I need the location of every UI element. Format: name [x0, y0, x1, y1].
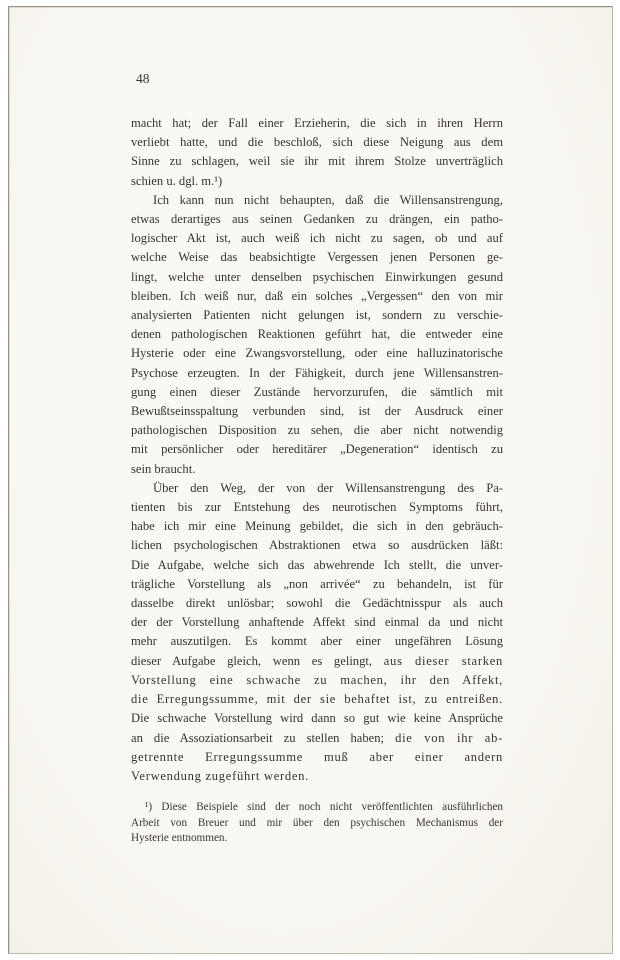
text-segment: Hysterie oder eine Zwangsvorstellung, oder eine halluzinatorische [131, 346, 503, 361]
text-segment: Sinne zu schlagen, weil sie ihr mit ihrem Stolze unverträglich [131, 154, 503, 169]
text-line [131, 729, 503, 748]
text-segment: lingt, welche unter denselben psychischen Einwirkungen gesund [131, 269, 503, 284]
text-segment: welche Weise das beabsichtigte Vergessen jenen Personen ge- [131, 250, 503, 265]
text-segment: habe ich mir eine Meinung gebildet, die sich in den gebräuch- [131, 519, 503, 534]
text-line [131, 248, 503, 267]
text-segment: Hysterie entnommen. [131, 832, 228, 845]
text-segment: Arbeit von Breuer und mir über den psychischen Mechanismus der [131, 816, 503, 829]
text-line [131, 210, 503, 229]
text-column [131, 71, 503, 847]
text-segment: ¹) Diese Beispiele sind der noch nicht veröffentlichten ausführlichen [145, 801, 503, 814]
paragraph [131, 479, 503, 786]
text-block [131, 114, 503, 786]
text-line [131, 556, 503, 575]
text-line [131, 229, 503, 248]
text-line [131, 690, 503, 709]
text-segment: schien u. dgl. m.¹) [131, 173, 223, 188]
text-segment: tienten bis zur Entstehung des neurotischen Symptoms führt, [131, 500, 503, 515]
text-line [131, 172, 503, 191]
text-segment: bleiben. Ich weiß nur, daß ein solches „Vergessen“ den von mir [131, 288, 503, 303]
text-segment: Über den Weg, der von der Willensanstrengung des Pa- [153, 480, 503, 495]
emphasized-text: Verwendung zugeführt werden. [131, 768, 310, 783]
text-line [131, 517, 503, 536]
text-line [131, 383, 503, 402]
text-line [131, 133, 503, 152]
text-segment: logischer Akt ist, auch weiß ich nicht zu sagen, ob und auf [131, 231, 503, 246]
text-line [131, 191, 503, 210]
text-line [131, 709, 503, 728]
text-segment: analysierten Patienten nicht gelungen ist, sondern zu verschie- [131, 308, 503, 323]
text-segment: Die Aufgabe, welche sich das abwehrende Ich stellt, die unver- [131, 557, 503, 572]
text-line [131, 594, 503, 613]
text-line [131, 287, 503, 306]
emphasized-text: Vorstellung eine schwache zu machen, ihr den Affekt, [131, 672, 503, 687]
text-line [131, 767, 503, 786]
page-surface [8, 6, 613, 954]
emphasized-text: die von ihr ab- [395, 730, 503, 745]
text-segment: verliebt hatte, und die beschloß, sich diese Neigung aus dem [131, 135, 503, 150]
text-segment: pathologischen Disposition zu sehen, die aber nicht notwendig [131, 423, 503, 438]
text-segment: macht hat; der Fall einer Erzieherin, die sich in ihren Herrn [131, 116, 503, 130]
text-segment: dasselbe direkt unlösbar; sowohl die Gedächtnisspur als auch [131, 596, 503, 611]
text-line [131, 536, 503, 555]
text-segment: Psychose erzeugten. In der Fähigkeit, durch jene Willensanstren- [131, 365, 503, 380]
footnote-line [131, 800, 503, 816]
emphasized-text: die Erregungssumme, mit der sie behaftet ist, zu entreißen. [131, 692, 503, 707]
text-line [131, 152, 503, 171]
footnote-line [131, 831, 503, 847]
emphasized-text: aus dieser starken [383, 653, 503, 668]
text-line [131, 344, 503, 363]
text-segment: an die Assoziationsarbeit zu stellen haben; [131, 730, 396, 745]
text-segment: Bewußtseinsspaltung verbunden sind, ist der Ausdruck einer [131, 404, 503, 419]
text-segment: mehr auszutilgen. Es kommt aber einer ungefähren Lösung [131, 634, 503, 649]
text-line [131, 632, 503, 651]
text-segment: sein braucht. [131, 461, 196, 476]
emphasized-text: getrennte Erregungssumme muß aber einer andern [131, 749, 503, 764]
text-line [131, 325, 503, 344]
text-line [131, 306, 503, 325]
text-segment: trägliche Vorstellung als „non arrivée“ zu behandeln, ist für [131, 576, 503, 591]
text-segment: der der Vorstellung anhaftende Affekt sind einmal da und nicht [131, 615, 503, 630]
text-segment: lichen psychologischen Abstraktionen etwa so ausdrücken läßt: [131, 538, 503, 553]
text-line [131, 402, 503, 421]
text-segment: Ich kann nun nicht behaupten, daß die Willensanstrengung, [153, 192, 503, 207]
text-line [131, 421, 503, 440]
text-line [131, 479, 503, 498]
footnote-line [131, 816, 503, 832]
text-line [131, 652, 503, 671]
text-line [131, 364, 503, 383]
text-segment: etwas derartiges aus seinen Gedanken zu drängen, ein patho- [131, 212, 503, 227]
text-line [131, 440, 503, 459]
text-line [131, 268, 503, 287]
text-segment: gung einen dieser Zustände hervorzurufen, die sämtlich mit [131, 384, 503, 399]
text-line [131, 460, 503, 479]
footnote [131, 800, 503, 847]
text-line [131, 671, 503, 690]
text-line [131, 748, 503, 767]
text-segment: mit persönlicher oder hereditärer „Degeneration“ identisch zu [131, 442, 503, 457]
text-segment: Die schwache Vorstellung wird dann so gut wie keine Ansprüche [131, 711, 503, 726]
text-line [131, 613, 503, 632]
text-segment: denen pathologischen Reaktionen geführt hat, die entweder eine [131, 327, 503, 342]
text-line [131, 114, 503, 133]
page-number: 48 [136, 71, 150, 86]
text-segment: dieser Aufgabe gleich, wenn es gelingt, [131, 653, 384, 668]
text-line [131, 575, 503, 594]
text-line [131, 498, 503, 517]
paragraph [131, 191, 503, 479]
paragraph [131, 114, 503, 191]
